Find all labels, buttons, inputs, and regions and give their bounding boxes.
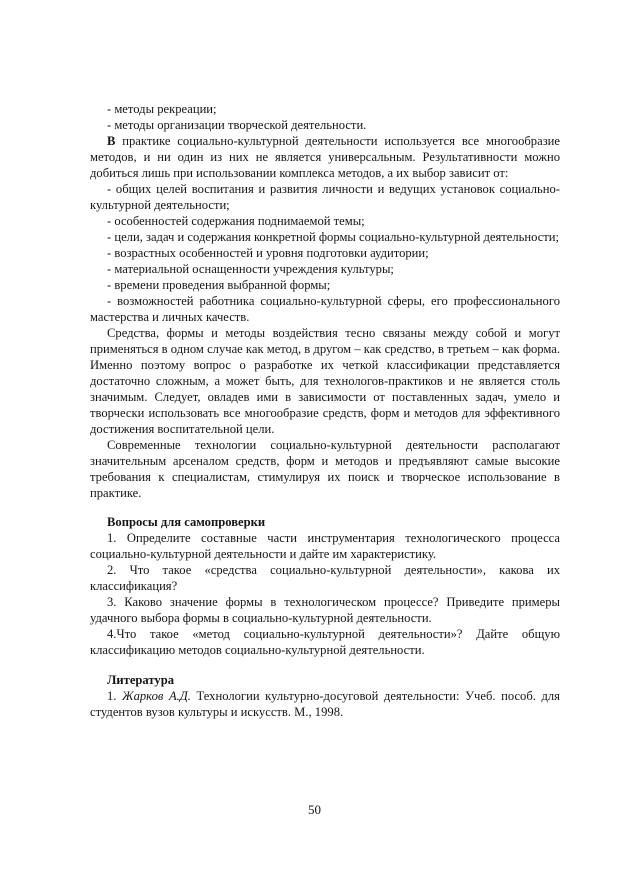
bold-lead: В: [107, 134, 116, 148]
question-item: 1. Определите составные части инструментария технологического процесса социально-культурной деятельности и дайте им характеристику.: [90, 531, 560, 561]
literature-author: Жарков А.Д.: [122, 689, 191, 703]
list-item: - методы организации творческой деятельности.: [107, 118, 367, 132]
questions-heading: Вопросы для самопроверки: [107, 515, 266, 529]
question-item: 4.Что такое «метод социально-культурной деятельности»? Дайте общую классификацию методов социально-культурной деятельности.: [90, 627, 560, 657]
list-item: - цели, задач и содержания конкретной формы социально-культурной деятельности;: [107, 230, 560, 244]
list-item: - общих целей воспитания и развития личности и ведущих установок социально-культурной деятельности;: [90, 182, 560, 212]
list-item: - материальной оснащенности учреждения культуры;: [107, 262, 394, 276]
literature-text: Технологии культурно-досуговой деятельности: Учеб. пособ. для студентов вузов культуры и искусств. М., 1998.: [90, 689, 560, 719]
paragraph-means: Средства, формы и методы воздействия тесно связаны между собой и могут применяться в одном случае как метод, в другом – как средство, в третьем – как форма. Именно поэтому вопрос о разработке их четкой классификации представляется достаточно сложным, а может быть, для технологов-практиков и не является столь значимым. Следует, овладев ими в зависимости от поставленных задач, умело и творчески использовать все многообразие средств, форм и методов для эффективного достижения воспитательной цели.: [90, 326, 560, 436]
list-item: - возрастных особенностей и уровня подготовки аудитории;: [107, 246, 429, 260]
list-item: - возможностей работника социально-культурной сферы, его профессионального мастерства и личных качеств.: [90, 294, 560, 324]
literature-number: 1.: [107, 689, 117, 703]
list-item: - особенностей содержания поднимаемой темы;: [107, 214, 365, 228]
question-item: 2. Что такое «средства социально-культурной деятельности», какова их классификация?: [90, 563, 560, 593]
paragraph-modern: Современные технологии социально-культурной деятельности располагают значительным арсеналом средств, форм и методов и предъявляют самые высокие требования к специалистам, стимулируя их поиск и творческое использование в практике.: [90, 438, 560, 500]
paragraph-text: практике социально-культурной деятельности используется все многообразие методов, и ни один из них не является универсальным. Результативности можно добиться лишь при использовании комплекса методов, а их выбор зависит от:: [90, 134, 560, 180]
paragraph-intro: [90, 133, 560, 181]
question-item: 3. Каково значение формы в технологическом процессе? Приведите примеры удачного выбора формы в социально-культурной деятельности.: [90, 595, 560, 625]
literature-heading: Литература: [107, 673, 175, 687]
list-item: - времени проведения выбранной формы;: [107, 278, 331, 292]
list-item: - методы рекреации;: [107, 102, 217, 116]
page-body: [90, 101, 560, 720]
literature-item: [90, 688, 560, 720]
page-number: 50: [308, 802, 321, 817]
